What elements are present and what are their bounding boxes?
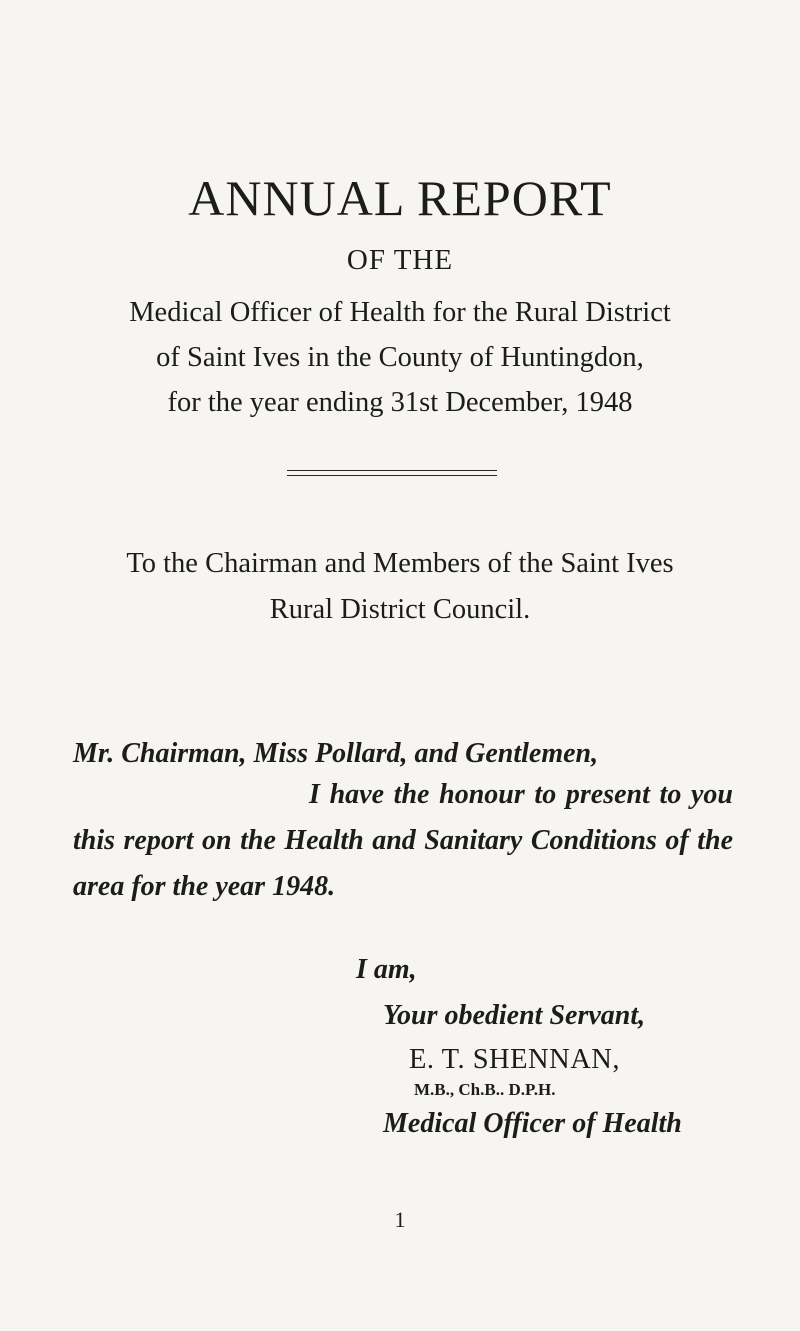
salutation: Mr. Chairman, Miss Pollard, and Gentlemen, [73,738,599,769]
closing: I am, [356,954,417,985]
report-description [40,290,760,425]
page-number: 1 [394,1207,406,1232]
description-line: for the year ending 31st December, 1948 [167,387,633,418]
signatory-title: Medical Officer of Health [383,1108,682,1139]
report-subtitle: OF THE [346,244,454,276]
description-line: Medical Officer of Health for the Rural District [129,297,671,328]
complimentary-close: Your obedient Servant, [383,1000,646,1031]
description-line: of Saint Ives in the County of Huntingdon, [156,342,644,373]
double-rule-bottom [287,475,497,476]
double-rule-top [287,470,497,471]
addressee [40,541,760,633]
addressee-line: Rural District Council. [269,594,531,625]
signatory-qualifications: M.B., Ch.B.. D.P.H. [414,1080,556,1099]
signatory-name: E. T. SHENNAN, [409,1044,620,1075]
report-title: ANNUAL REPORT [188,170,612,226]
letter-body: I have the honour to present to you this report on the Health and Sanitary Conditions of the area for the year 1948. [73,779,733,902]
addressee-line: To the Chairman and Members of the Saint Ives [126,548,674,579]
